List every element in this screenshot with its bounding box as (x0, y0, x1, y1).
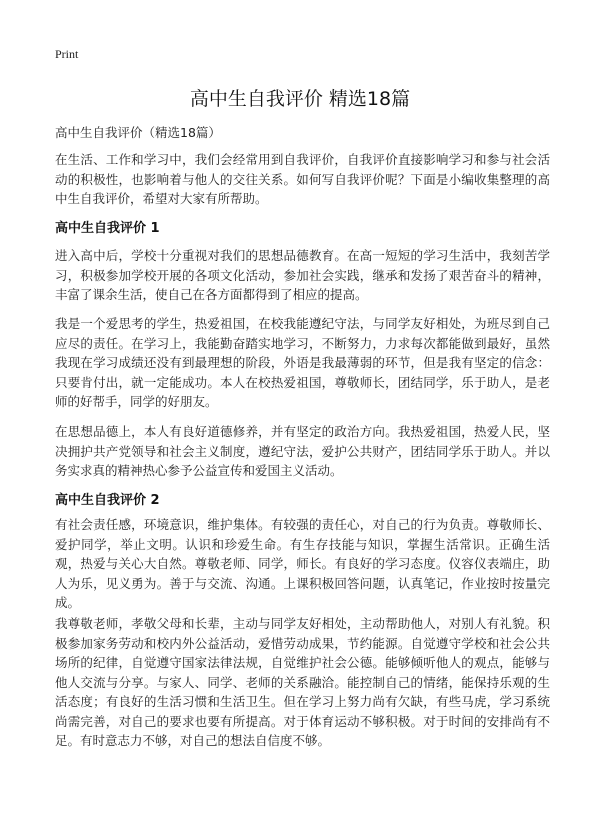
section-heading-1: 高中生自我评价 1 (55, 221, 160, 236)
section-1-paragraph-2: 我是一个爱思考的学生，热爱祖国，在校我能遵纪守法，与同学友好相处，为班尽到自己应尽的责任。在学习上，我能勤奋踏实地学习，不断努力，力求每次都能做到最好，虽然我现在学习成绩还没有到最理想的阶段，外语是我最薄弱的环节，但是我有坚定的信念：只要肯付出，就一定能成功。本人在校热爱祖国，尊敬师长，团结同学，乐于助人，是老师的好帮手，同学的好朋友。 (55, 316, 550, 409)
print-link[interactable]: Print (55, 47, 79, 61)
page-subtitle: 高中生自我评价（精选18篇） (55, 125, 221, 140)
page-title: 高中生自我评价 精选18篇 (189, 88, 411, 110)
section-1-paragraph-1: 进入高中后，学校十分重视对我们的思想品德教育。在高一短短的学习生活中，我刻苦学习，积极参加学校开展的各项文化活动，参加社会实践，继承和发扬了艰苦奋斗的精神，丰富了课余生活，使自己在各方面都得到了相应的提高。 (55, 248, 550, 302)
intro-paragraph: 在生活、工作和学习中，我们会经常用到自我评价，自我评价直接影响学习和参与社会活动的积极性，也影响着与他人的交往关系。如何写自我评价呢？下面是小编收集整理的高中生自我评价，希望对大家有所帮助。 (55, 152, 550, 206)
section-2-paragraph-2: 我尊敬老师，孝敬父母和长辈，主动与同学友好相处，主动帮助他人，对别人有礼貌。积极参加家务劳动和校内外公益活动，爱惜劳动成果，节约能源。自觉遵守学校和社会公共场所的纪律，自觉遵守国家法律法规，自觉维护社会公德。能够倾听他人的观点，能够与他人交流与分享。与家人、同学、老师的关系融洽。能控制自己的情绪，能保持乐观的生活态度；有良好的生活习惯和生活卫生。但在学习上努力尚有欠缺，有些马虎，学习系统尚需完善，对自己的要求也要有所提高。对于体育运动不够积极。对于时间的安排尚有不足。有时意志力不够，对自己的想法自信度不够。 (55, 616, 550, 748)
section-2-paragraph-1: 有社会责任感，环境意识，维护集体。有较强的责任心，对自己的行为负责。尊敬师长、爱护同学，举止文明。认识和珍爱生命。有生存技能与知识，掌握生活常识。正确生活观，热爱与关心大自然。尊敬老师、同学，师长。有良好的学习态度。仪容仪表端庄，助人为乐，见义勇为。善于与交流、沟通。上课积极回答问题，认真笔记，作业按时按量完成。 (55, 517, 550, 610)
section-heading-2: 高中生自我评价 2 (55, 493, 160, 508)
section-1-paragraph-3: 在思想品德上，本人有良好道德修养，并有坚定的政治方向。我热爱祖国，热爱人民，坚决拥护共产党领导和社会主义制度，遵纪守法，爱护公共财产，团结同学乐于助人。并以务实求真的精神热心参予公益宣传和爱国主义活动。 (55, 424, 550, 478)
